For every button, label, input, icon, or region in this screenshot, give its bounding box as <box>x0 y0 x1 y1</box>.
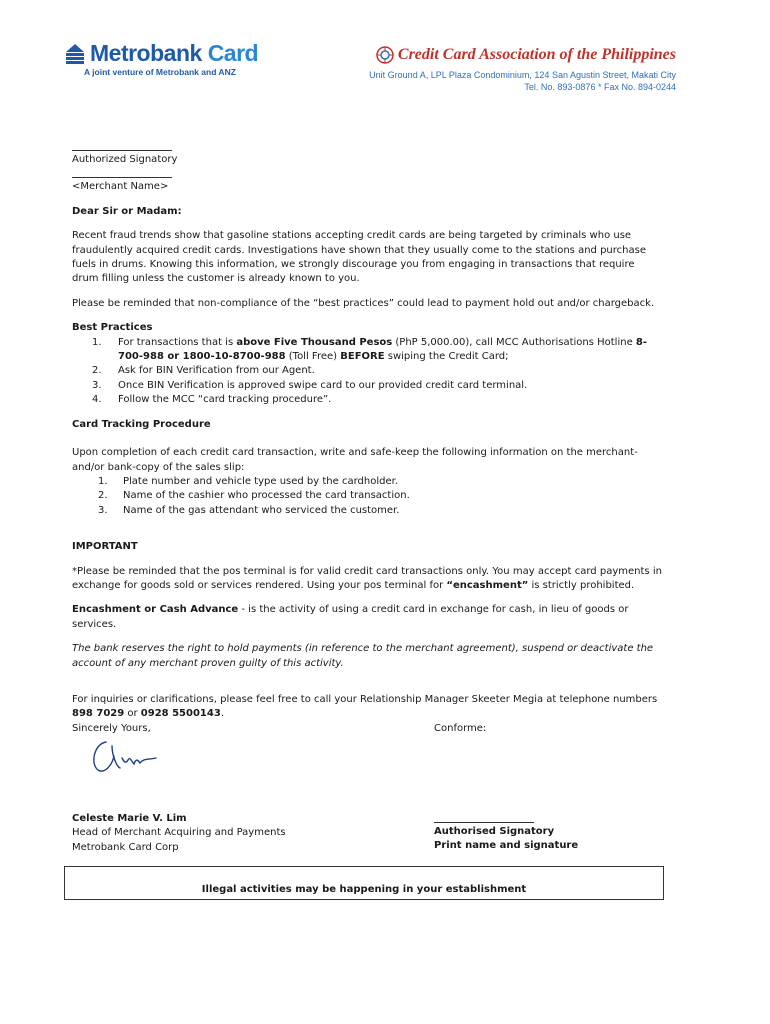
list-item: 4. Follow the MCC “card tracking procedure”. <box>92 394 332 406</box>
card-tracking-intro: Upon completion of each credit card transaction, write and safe-keep the following information on the merchant- and/or bank-copy of the sales slip: <box>72 447 638 473</box>
conforme-text: Conforme: <box>434 722 487 734</box>
metrobank-card-logo <box>64 40 264 80</box>
list-item: 3. Name of the gas attendant who serviced the customer. <box>98 504 400 516</box>
print-name-label: Print name and signature <box>434 840 579 852</box>
association-seal-icon <box>376 46 394 64</box>
signer-company: Metrobank Card Corp <box>72 841 179 853</box>
conforme-signature-line[interactable] <box>434 812 534 823</box>
signatory-blank-line[interactable] <box>72 140 172 151</box>
conforme-block <box>434 722 664 736</box>
metrobank-logo-icon <box>64 42 86 66</box>
association-address: Unit Ground A, LPL Plaza Condominium, 124 San Agustin Street, Makati City <box>369 70 676 80</box>
reminder-paragraph: Please be reminded that non-compliance of the “best practices” could lead to payment hold out and/or chargeback. <box>72 297 655 309</box>
list-item: 3. Once BIN Verification is approved swipe card to our provided credit card terminal. <box>92 379 528 391</box>
signer-title: Head of Merchant Acquiring and Payments <box>72 827 286 839</box>
letter-body <box>72 140 662 862</box>
important-heading: IMPORTANT <box>72 541 138 553</box>
reserve-notice: The bank reserves the right to hold payments (in reference to the merchant agreement), suspend or deactivate the account of any merchant proven guilty of this activity. <box>72 643 654 669</box>
brand-name <box>90 40 258 67</box>
signer-name: Celeste Marie V. Lim <box>72 812 187 824</box>
signature-names <box>72 812 662 862</box>
card-tracking-heading: Card Tracking Procedure <box>72 418 211 430</box>
inquiries-paragraph: For inquiries or clarifications, please feel free to call your Relationship Manager Skeeter Megia at telephone numbers 898 7029 or 0928 5500143. <box>72 693 658 720</box>
authorised-signatory-label: Authorised Signatory <box>434 825 555 837</box>
card-tracking-list <box>72 475 662 518</box>
merchant-blank-line[interactable] <box>72 167 172 178</box>
encashment-definition: Encashment or Cash Advance - is the activity of using a credit card in exchange for cash, in lieu of goods or services. <box>72 604 629 630</box>
footer-notice: Illegal activities may be happening in your establishment <box>201 884 527 895</box>
footer-notice-box <box>64 866 664 900</box>
association-header <box>296 46 676 93</box>
important-paragraph: *Please be reminded that the pos terminal is for valid credit card transactions only. You may accept card payments in exchange for goods sold or services rendered. Using your pos terminal for “encashment” is strictly prohibited. <box>72 565 662 591</box>
association-contact: Tel. No. 893-0876 * Fax No. 894-0244 <box>524 82 676 92</box>
list-item: 1. Plate number and vehicle type used by the cardholder. <box>98 475 398 487</box>
best-practices-list <box>72 336 662 408</box>
sender-signature-block <box>72 722 372 736</box>
merchant-label: <Merchant Name> <box>72 181 169 193</box>
salutation: Dear Sir or Madam: <box>72 205 182 217</box>
sincerely-text: Sincerely Yours, <box>72 722 151 734</box>
brand-name-primary: Metrobank <box>90 40 202 66</box>
signatory-label: Authorized Signatory <box>72 154 178 165</box>
brand-tagline: A joint venture of Metrobank and ANZ <box>84 67 236 77</box>
brand-name-secondary: Card <box>207 40 259 66</box>
list-item: 2. Name of the cashier who processed the card transaction. <box>98 490 410 502</box>
handwritten-signature-icon <box>86 736 166 776</box>
list-item: 1. For transactions that is above Five Thousand Pesos (PhP 5,000.00), call MCC Authorisations Hotline 8-700-988 or 1800-10-8700-988 (Toll Free) BEFORE swiping the Credit Card; <box>92 336 648 363</box>
best-practices-heading: Best Practices <box>72 322 153 334</box>
intro-paragraph: Recent fraud trends show that gasoline stations accepting credit cards are being targeted by criminals who use fraudulently acquired credit cards. Investigations have shown that they usually come to the stations and purchase fuels in drums. Knowing this information, we strongly discourage you from engaging in transactions that require drum filling unless the customer is already known to you. <box>72 230 646 285</box>
signature-block <box>72 722 662 812</box>
association-name: Credit Card Association of the Philippines <box>397 46 676 63</box>
association-title <box>376 46 676 64</box>
list-item: 2. Ask for BIN Verification from our Agent. <box>92 365 315 377</box>
